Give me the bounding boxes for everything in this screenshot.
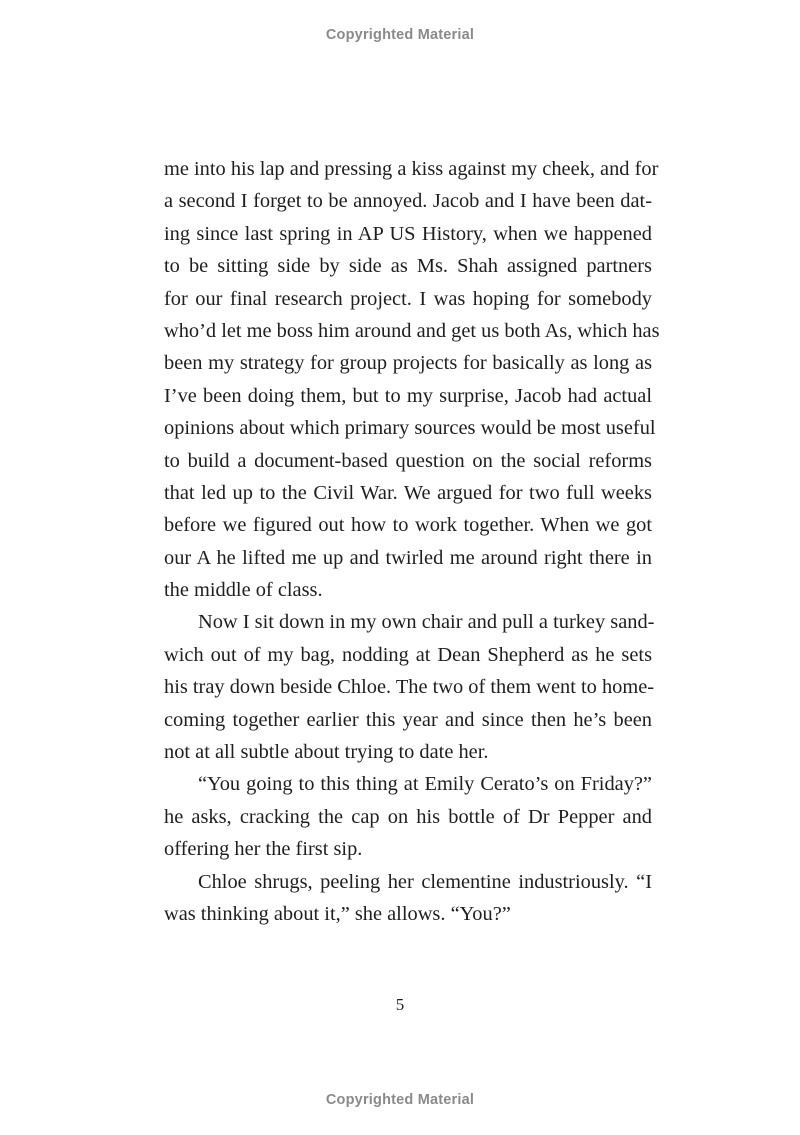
text-line: been my strategy for group projects for basically as long as	[164, 352, 652, 375]
text-line: I’ve been doing them, but to my surprise, Jacob had actual	[164, 384, 652, 407]
text-line: his tray down beside Chloe. The two of them went to home-	[164, 676, 655, 699]
text-line: wich out of my bag, nodding at Dean Shepherd as he sets	[164, 643, 652, 666]
text-line: that led up to the Civil War. We argued for two full weeks	[164, 481, 652, 504]
page-number: 5	[395, 995, 405, 1014]
text-line: opinions about which primary sources would be most useful	[164, 417, 656, 440]
text-line: who’d let me boss him around and get us both As, which has	[164, 319, 660, 342]
text-line: offering her the first sip.	[164, 838, 363, 861]
text-line: a second I forget to be annoyed. Jacob and I have been dat-	[164, 190, 652, 213]
copyright-watermark-bottom: Copyrighted Material	[325, 1092, 475, 1108]
text-line: before we figured out how to work together. When we got	[164, 514, 652, 537]
text-line: he asks, cracking the cap on his bottle of Dr Pepper and	[164, 805, 652, 828]
paragraph	[164, 153, 660, 606]
paragraph	[164, 768, 652, 865]
page-body-text	[164, 153, 660, 930]
text-line: ing since last spring in AP US History, when we happened	[164, 222, 652, 245]
text-line: our A he lifted me up and twirled me around right there in	[164, 546, 652, 569]
text-line: Now I sit down in my own chair and pull a turkey sand-	[198, 611, 655, 634]
paragraph	[164, 606, 655, 768]
text-line: to build a document-based question on the social reforms	[164, 449, 652, 472]
text-line: the middle of class.	[164, 579, 323, 602]
text-line: me into his lap and pressing a kiss against my cheek, and for	[164, 158, 659, 180]
text-line: “You going to this thing at Emily Cerato’s on Friday?”	[198, 773, 652, 796]
copyright-watermark-top: Copyrighted Material	[325, 27, 475, 43]
text-line: to be sitting side by side as Ms. Shah assigned partners	[164, 255, 652, 278]
paragraph	[164, 866, 652, 931]
text-line: not at all subtle about trying to date her.	[164, 741, 489, 764]
text-line: was thinking about it,” she allows. “You?”	[164, 902, 511, 925]
text-line: Chloe shrugs, peeling her clementine industriously. “I	[198, 870, 652, 893]
text-line: for our final research project. I was hoping for somebody	[164, 287, 652, 310]
text-line: coming together earlier this year and since then he’s been	[164, 708, 652, 731]
